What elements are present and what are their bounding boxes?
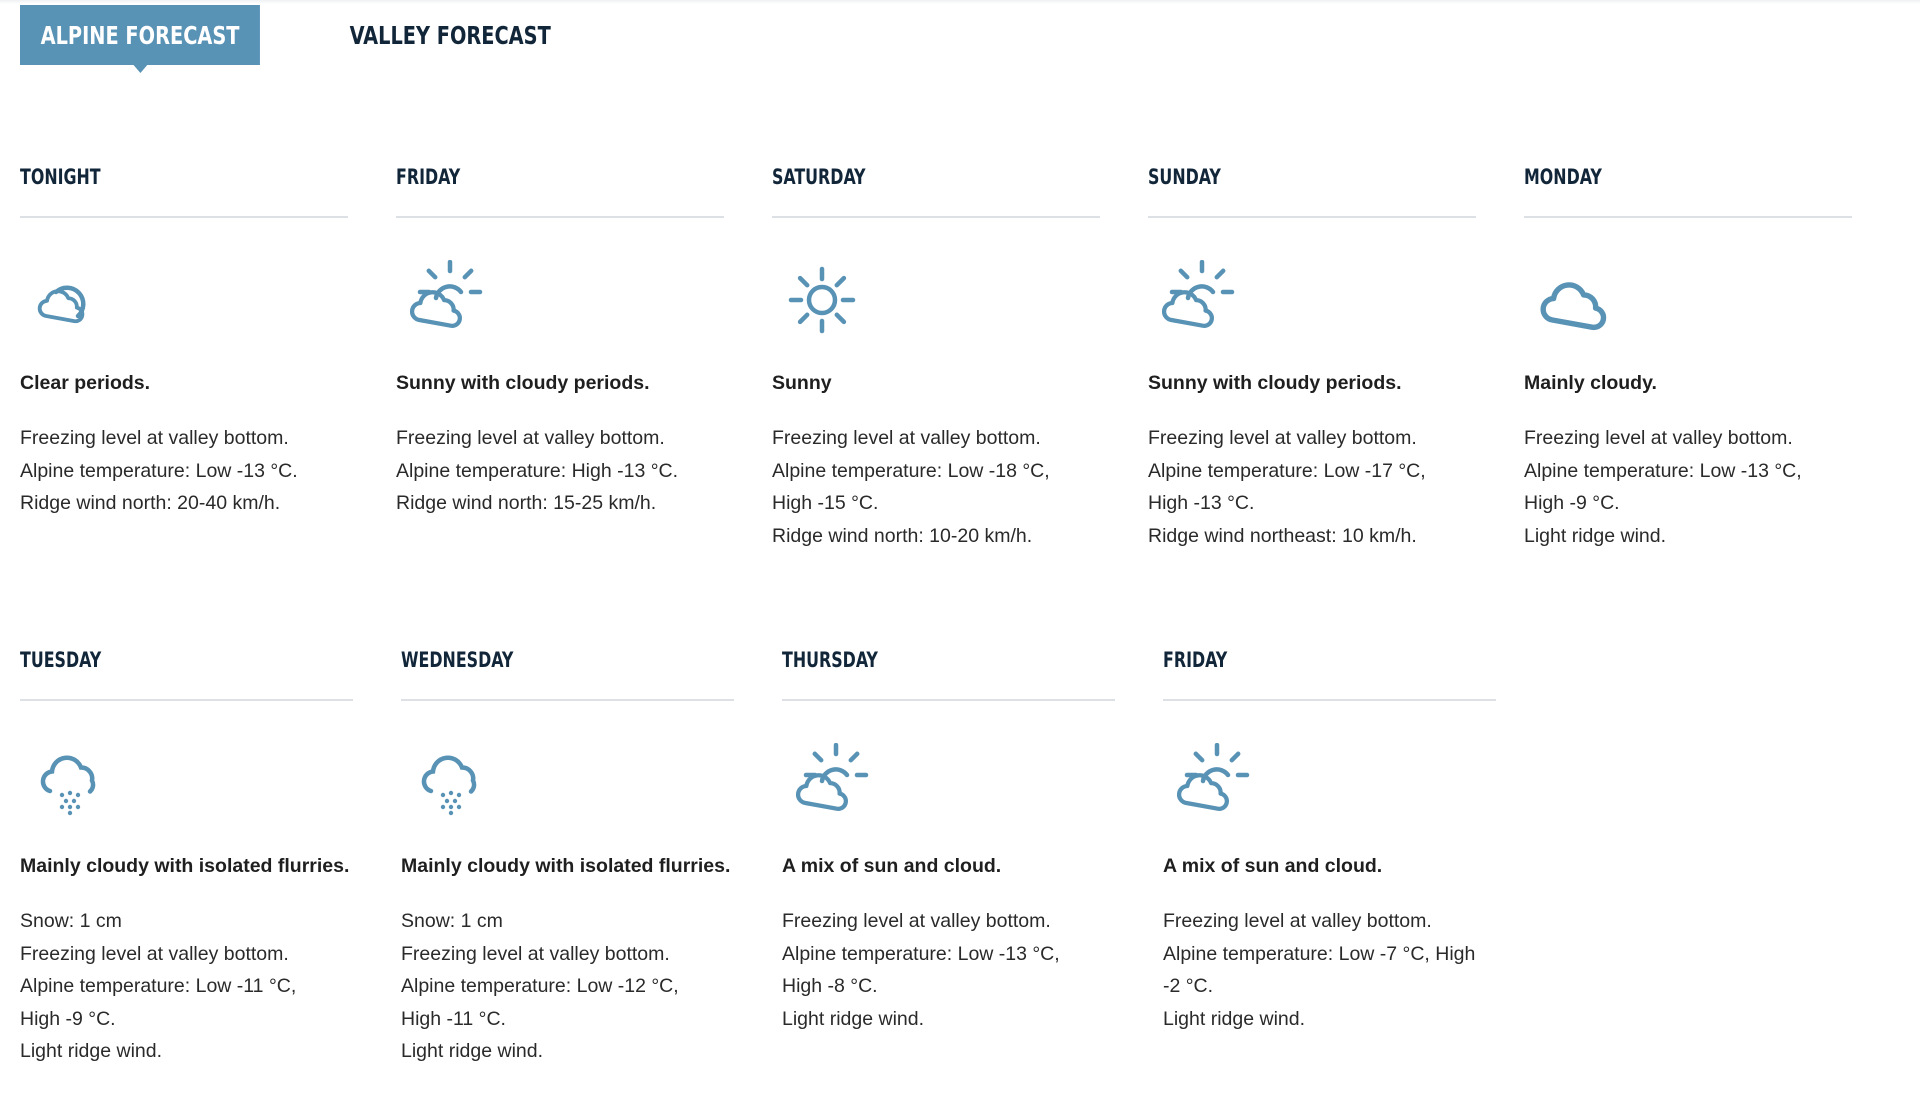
detail-line: Freezing level at valley bottom. [1148, 427, 1417, 449]
forecast-day [1148, 150, 1476, 633]
detail-line: Ridge wind north: 10-20 km/h. [772, 524, 1033, 547]
day-divider [401, 699, 734, 701]
detail-line: Alpine temperature: Low -11 °C, [20, 975, 297, 997]
day-divider [772, 216, 1100, 218]
detail-line: Freezing level at valley bottom. [396, 427, 665, 449]
detail-line: Light ridge wind. [782, 1007, 925, 1030]
day-divider [1148, 216, 1476, 218]
detail-line: High -11 °C. [401, 1007, 506, 1030]
forecast-day [1163, 633, 1496, 1116]
detail-line: Ridge wind northeast: 10 km/h. [1148, 524, 1417, 547]
day-name: SATURDAY [772, 165, 866, 189]
forecast-grid [20, 150, 1900, 1116]
forecast-day [20, 633, 353, 1116]
day-name: THURSDAY [782, 648, 878, 672]
weather-summary: A mix of sun and cloud. [782, 855, 1002, 877]
sun-cloud-icon [406, 260, 486, 340]
detail-line: Light ridge wind. [401, 1040, 544, 1062]
day-name: SUNDAY [1148, 165, 1221, 189]
detail-line: Alpine temperature: Low -13 °C, [782, 942, 1060, 965]
detail-line: Alpine temperature: Low -7 °C, High [1163, 942, 1476, 965]
detail-line: Light ridge wind. [1163, 1007, 1306, 1030]
day-name: MONDAY [1524, 165, 1602, 189]
detail-line: Alpine temperature: Low -12 °C, [401, 975, 679, 997]
detail-line: Freezing level at valley bottom. [401, 942, 670, 965]
weather-summary: A mix of sun and cloud. [1163, 855, 1383, 877]
sun-icon [782, 260, 862, 340]
sun-cloud-icon [1173, 743, 1253, 823]
detail-line: Freezing level at valley bottom. [1163, 910, 1432, 932]
forecast-details [396, 422, 736, 520]
forecast-details [782, 905, 1122, 1035]
tab-alpine-forecast[interactable]: ALPINE FORECAST [20, 5, 260, 65]
forecast-details [401, 905, 741, 1068]
top-shadow [0, 0, 1920, 4]
day-divider [782, 699, 1115, 701]
detail-line: High -9 °C. [1524, 492, 1620, 514]
forecast-day [20, 150, 348, 633]
detail-line: Light ridge wind. [1524, 524, 1667, 547]
detail-line: Alpine temperature: Low -18 °C, [772, 459, 1050, 482]
forecast-day [401, 633, 734, 1116]
forecast-details [20, 905, 360, 1068]
detail-line: Light ridge wind. [20, 1040, 163, 1062]
cloud-flurries-icon [411, 743, 491, 823]
weather-summary: Sunny with cloudy periods. [1148, 372, 1402, 394]
detail-line: Snow: 1 cm [401, 910, 503, 932]
detail-line: Freezing level at valley bottom. [772, 427, 1041, 449]
forecast-details [1148, 422, 1488, 552]
day-divider [20, 216, 348, 218]
sun-cloud-icon [792, 743, 872, 823]
day-name: WEDNESDAY [401, 648, 514, 672]
forecast-day [782, 633, 1115, 1116]
forecast-details [1524, 422, 1864, 552]
detail-line: Alpine temperature: High -13 °C. [396, 459, 679, 482]
forecast-row-1 [20, 150, 1900, 633]
forecast-day [1524, 150, 1852, 633]
sun-cloud-icon [1158, 260, 1238, 340]
forecast-tabs [20, 5, 611, 65]
day-divider [1524, 216, 1852, 218]
cloud-icon [1534, 260, 1614, 340]
detail-line: Ridge wind north: 20-40 km/h. [20, 492, 281, 514]
detail-line: High -9 °C. [20, 1007, 116, 1030]
day-name: TONIGHT [20, 165, 101, 189]
detail-line: High -8 °C. [782, 975, 878, 997]
weather-summary: Sunny [772, 372, 832, 394]
forecast-details [772, 422, 1112, 552]
detail-line: Freezing level at valley bottom. [782, 910, 1051, 932]
day-divider [1163, 699, 1496, 701]
detail-line: Ridge wind north: 15-25 km/h. [396, 492, 657, 514]
day-name: FRIDAY [396, 165, 461, 189]
day-name: TUESDAY [20, 648, 102, 672]
day-divider [396, 216, 724, 218]
cloud-flurries-icon [30, 743, 110, 823]
detail-line: Freezing level at valley bottom. [1524, 427, 1793, 449]
weather-summary: Mainly cloudy. [1524, 372, 1657, 394]
detail-line: -2 °C. [1163, 975, 1214, 997]
day-divider [20, 699, 353, 701]
tab-valley-forecast[interactable]: VALLEY FORECAST [349, 20, 552, 50]
detail-line: Alpine temperature: Low -13 °C, [1524, 459, 1802, 482]
weather-summary: Clear periods. [20, 372, 151, 394]
weather-summary: Mainly cloudy with isolated flurries. [20, 855, 350, 877]
forecast-details [1163, 905, 1503, 1035]
forecast-day [772, 150, 1100, 633]
cloud-moon-icon [30, 260, 110, 340]
day-name: FRIDAY [1163, 648, 1228, 672]
detail-line: Snow: 1 cm [20, 910, 122, 932]
detail-line: Alpine temperature: Low -13 °C. [20, 459, 298, 482]
forecast-day [396, 150, 724, 633]
forecast-row-2 [20, 633, 1900, 1116]
detail-line: Freezing level at valley bottom. [20, 942, 289, 965]
detail-line: High -13 °C. [1148, 492, 1255, 514]
detail-line: Alpine temperature: Low -17 °C, [1148, 459, 1426, 482]
weather-summary: Sunny with cloudy periods. [396, 372, 650, 394]
weather-summary: Mainly cloudy with isolated flurries. [401, 855, 731, 877]
detail-line: High -15 °C. [772, 492, 879, 514]
forecast-details [20, 422, 360, 520]
detail-line: Freezing level at valley bottom. [20, 427, 289, 449]
